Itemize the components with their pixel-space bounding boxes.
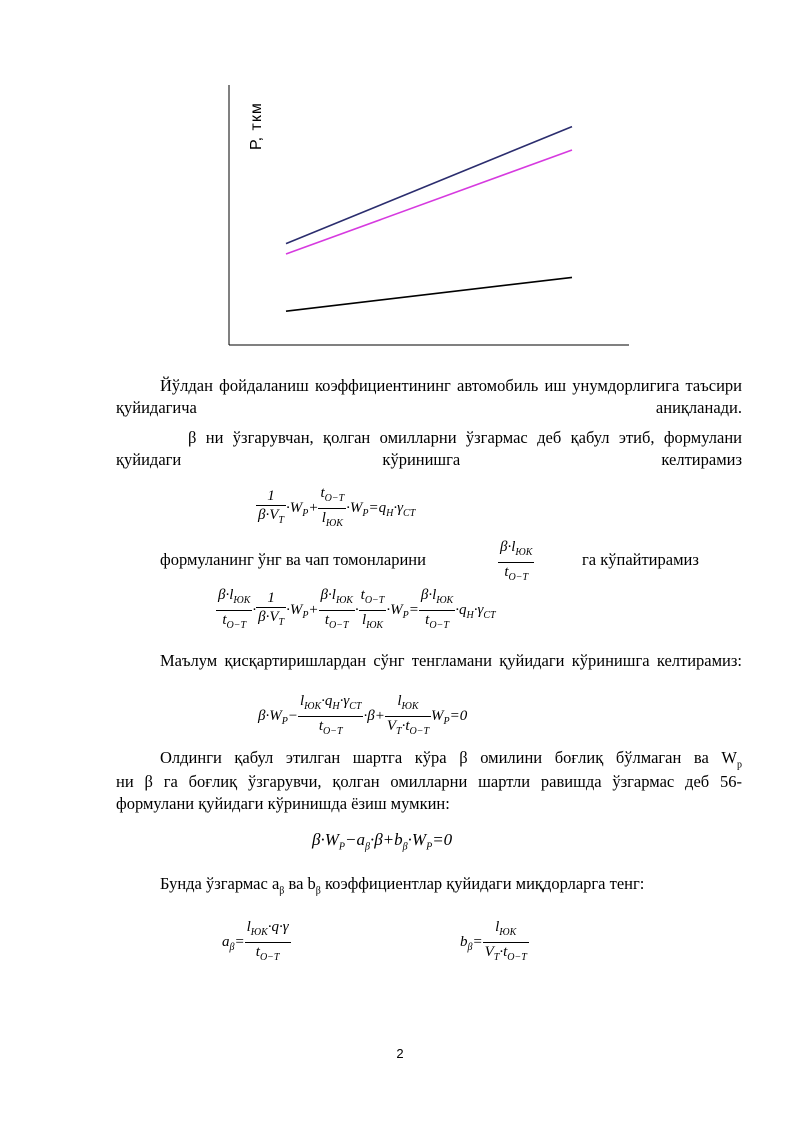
paragraph-5-sub: р xyxy=(737,759,742,771)
paragraph-3a: формуланинг ўнг ва чап томонларини xyxy=(160,550,426,569)
paragraph-6b: ва b xyxy=(288,874,316,893)
series-line-1 xyxy=(286,127,572,244)
formula-a-beta: $a_\beta=$ $\frac{l_{ЮК}\cdot q\cdot\gamma}{t_{O-T}}$ xyxy=(222,919,289,963)
y-axis-label: Р, ткм xyxy=(248,102,265,150)
formula-3: $\beta\cdot W_P-$ $\frac{l_{ЮК}\cdot q_H\cdot\gamma_{CT}}{t_{O-T}}$ ·β+ $\frac{l_{ЮК}}{V_T\cdot t_{O-T}}$ $W_P=0$ xyxy=(258,693,468,737)
formula-1: $\frac{1}{\beta\cdot V_T}$ $\cdot W_P+$ $\frac{t_{O-T}}{l_{ЮК}}$ $\cdot W_P=q_H\cdot\gamma_{CT}$ xyxy=(258,485,416,529)
paragraph-6-sub-a: β xyxy=(279,885,285,897)
series-line-3 xyxy=(286,277,572,311)
paragraph-5-text: Олдинги қабул этилган шартга кўра β омилини боғлиқ бўлмаган ва W xyxy=(160,748,737,767)
formula-b-beta: $b_\beta=$ $\frac{l_{ЮК}}{V_T\cdot t_{O-T}}$ xyxy=(460,919,527,963)
paragraph-2: β ни ўзгарувчан, қолган омилларни ўзгармас деб қабул этиб, формулани қуйидаги кўринишга келтирамиз xyxy=(116,428,742,469)
paragraph-1: Йўлдан фойдаланиш коэффициентининг автомобиль иш унумдорлигига таъсири қуйидагича аниқланади. xyxy=(116,376,742,417)
line-chart xyxy=(0,0,800,360)
series-line-2 xyxy=(286,150,572,254)
paragraph-6c: коэффициентлар қуйидаги миқдорларга тенг: xyxy=(325,874,645,893)
formula-multiplier: $\frac{\beta\cdot l_{ЮК}}{t_{O-T}}$ xyxy=(500,539,533,583)
paragraph-5b: ни β га боғлиқ ўзгарувчи, қолган омилларни шартли равишда ўзгармас деб 56- формулани қуйидаги кўринишда ёзиш мумкин: xyxy=(116,772,742,813)
paragraph-6a: Бунда ўзгармас a xyxy=(160,874,280,893)
paragraph-4: Маълум қисқартиришлардан сўнг тенгламани қуйидаги кўринишга келтирамиз: xyxy=(160,651,742,670)
page-number: 2 xyxy=(396,1046,404,1061)
paragraph-6-sub-b: β xyxy=(315,885,321,897)
paragraph-6 xyxy=(160,874,644,896)
paragraph-3b: га кўпайтирамиз xyxy=(582,550,699,569)
formula-4: $\beta\cdot W_P-a_\beta\cdot\beta+b_\beta\cdot W_P=0$ xyxy=(312,830,453,853)
formula-2: $\frac{\beta\cdot l_{ЮК}}{t_{O-T}}$ · $\frac{1}{\beta\cdot V_T}$ $\cdot W_P+$ $\frac{\beta\cdot l_{ЮК}}{t_{O-T}}$ · $\frac{t_{O-T}}{l_{ЮК}}$ $\cdot W_P=$ $\frac{\beta\cdot l_{ЮК}}{t_{O-T}}$ $\cdot q_H\cdot\gamma_{CT}$ xyxy=(218,587,496,631)
